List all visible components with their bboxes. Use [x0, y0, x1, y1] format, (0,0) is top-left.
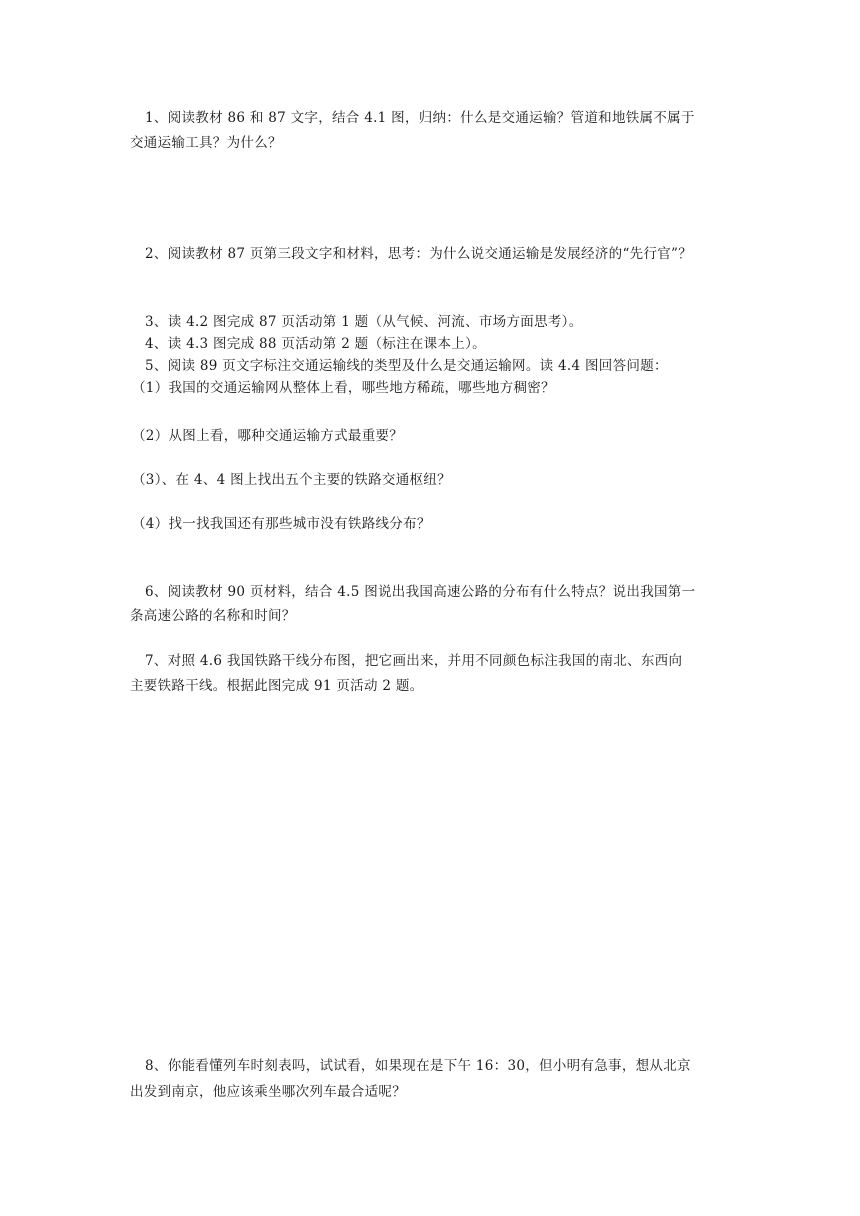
question-1-line-1: 1、阅读教材 86 和 87 文字，结合 4.1 图，归纳：什么是交通运输？管道和地铁属不属于 — [145, 110, 695, 126]
question-6-line-1: 6、阅读教材 90 页材料，结合 4.5 图说出我国高速公路的分布有什么特点？说出我国第一 — [145, 584, 696, 600]
question-4: 4、读 4.3 图完成 88 页活动第 2 题（标注在课本上）。 — [145, 336, 486, 352]
question-3: 3、读 4.2 图完成 87 页活动第 1 题（从气候、河流、市场方面思考）。 — [145, 314, 583, 330]
question-5-part-4: （4）找一找我国还有那些城市没有铁路线分布？ — [132, 516, 431, 532]
question-7-line-1: 7、对照 4.6 我国铁路干线分布图，把它画出来，并用不同颜色标注我国的南北、东西向 — [145, 653, 683, 669]
question-8-line-2: 出发到南京，他应该乘坐哪次列车最合适呢？ — [130, 1084, 406, 1100]
question-5-part-2: （2）从图上看，哪种交通运输方式最重要？ — [132, 428, 404, 444]
question-5: 5、阅读 89 页文字标注交通运输线的类型及什么是交通运输网。读 4.4 图回答问题： — [145, 358, 668, 374]
question-8-line-1: 8、你能看懂列车时刻表吗，试试看，如果现在是下午 16：30，但小明有急事，想从北京 — [145, 1058, 691, 1074]
question-2: 2、阅读教材 87 页第三段文字和材料，思考：为什么说交通运输是发展经济的“先行官”？ — [145, 246, 693, 262]
question-6-line-2: 条高速公路的名称和时间？ — [130, 608, 296, 624]
question-7-line-2: 主要铁路干线。根据此图完成 91 页活动 2 题。 — [130, 678, 424, 694]
question-1-line-2: 交通运输工具？为什么？ — [130, 135, 282, 151]
question-5-part-1: （1）我国的交通运输网从整体上看，哪些地方稀疏，哪些地方稠密？ — [132, 380, 555, 396]
question-5-part-3: （3）、在 4、4 图上找出五个主要的铁路交通枢纽？ — [132, 472, 451, 488]
